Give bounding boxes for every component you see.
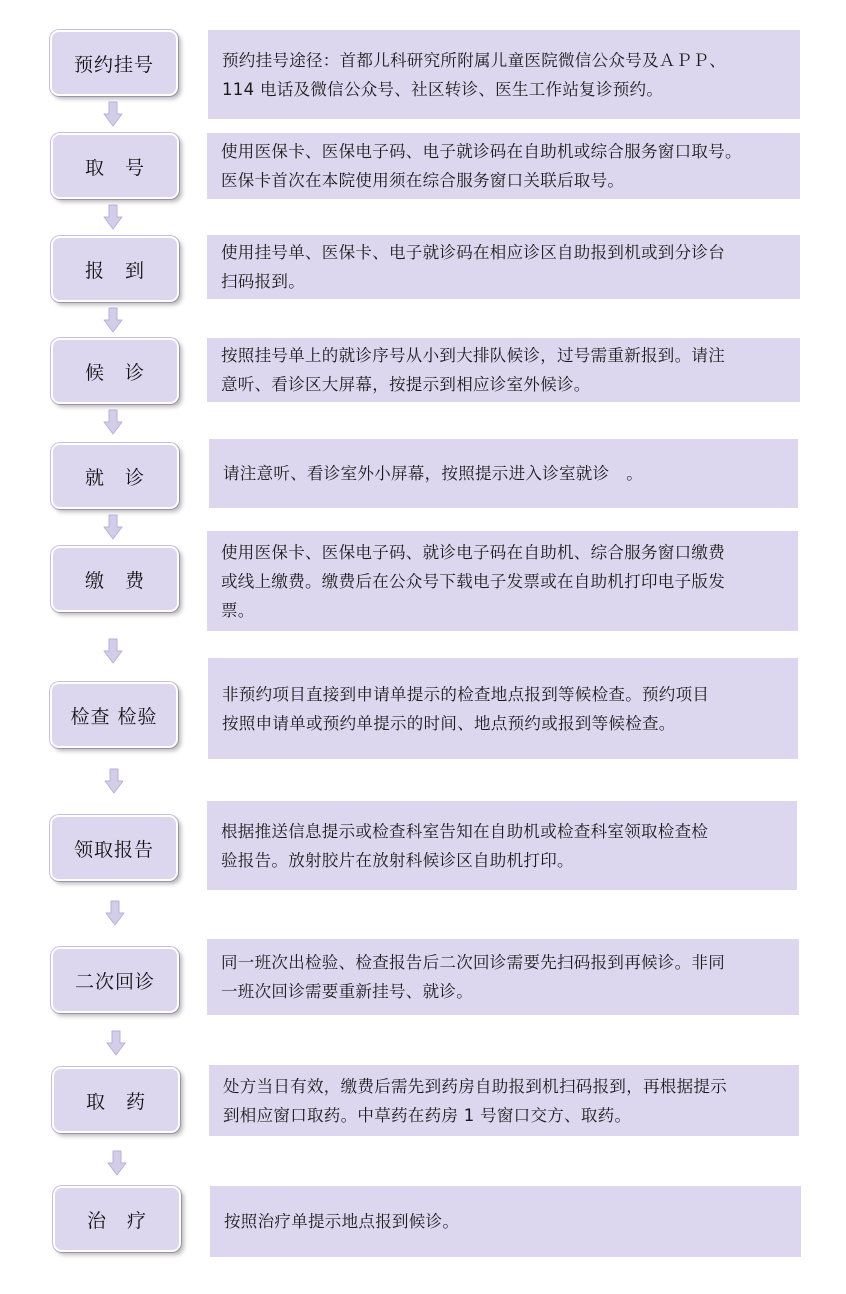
step-description: 使用医保卡、医保电子码、电子就诊码在自助机或综合服务窗口取号。 医保卡首次在本院使用须在综合服务窗口关联后取号。 [221, 142, 742, 190]
step-label: 缴 费 [84, 569, 145, 592]
step-description-box [207, 801, 797, 890]
step-description: 使用医保卡、医保电子码、就诊电子码在自助机、综合服务窗口缴费 或线上缴费。缴费后在公众号下载电子发票或在自助机打印电子版发 票。 [221, 542, 725, 620]
step-box [51, 133, 179, 199]
step-label: 报 到 [84, 259, 145, 282]
arrow-down-icon [105, 900, 125, 926]
step-box [51, 338, 179, 404]
step-label: 就 诊 [84, 466, 145, 489]
step-description-box [209, 439, 798, 508]
step-box [53, 1186, 181, 1252]
step-label: 取 号 [84, 156, 145, 179]
step-description: 根据推送信息提示或检查科室告知在自助机或检查科室领取检查检 验报告。放射胶片在放射科候诊区自助机打印。 [221, 821, 709, 870]
step-description-box [207, 338, 800, 402]
step-description-box [210, 1186, 801, 1257]
step-box [51, 947, 179, 1013]
step-description: 请注意听、看诊室外小屏幕，按照提示进入诊室就诊 。 [223, 464, 643, 483]
arrow-down-icon [103, 307, 123, 333]
step-box [50, 815, 178, 881]
step-label: 候 诊 [84, 361, 145, 384]
arrow-down-icon [103, 204, 123, 230]
step-label: 领取报告 [73, 838, 154, 861]
step-description: 非预约项目直接到申请单提示的检查地点报到等候检查。预约项目 按照申请单或预约单提示的时间、地点预约或报到等候检查。 [222, 684, 710, 733]
step-box [50, 682, 178, 748]
step-box [51, 546, 179, 612]
step-description-box [208, 30, 800, 119]
step-description: 按照治疗单提示地点报到候诊。 [224, 1212, 460, 1231]
arrow-down-icon [103, 514, 123, 540]
step-description-box [209, 1065, 799, 1136]
arrow-down-icon [103, 409, 123, 435]
step-description: 使用挂号单、医保卡、电子就诊码在相应诊区自助报到机或到分诊台 扫码报到。 [221, 243, 725, 291]
arrow-down-icon [103, 638, 123, 664]
step-label: 预约挂号 [73, 53, 154, 76]
step-description-box [207, 235, 800, 299]
step-description: 预约挂号途径：首都儿科研究所附属儿童医院微信公众号及ＡＰＰ、 114 电话及微信公众号、社区转诊、医生工作站复诊预约。 [222, 50, 726, 99]
step-label: 二次回诊 [74, 970, 155, 993]
step-label: 取 药 [85, 1090, 146, 1113]
step-label: 治 疗 [86, 1209, 147, 1232]
step-label: 检查 检验 [70, 705, 158, 728]
step-description: 处方当日有效，缴费后需先到药房自助报到机扫码报到，再根据提示 到相应窗口取药。中草药在药房 1 号窗口交方、取药。 [223, 1076, 727, 1125]
step-box [51, 236, 179, 302]
step-description-box [207, 133, 800, 199]
step-description-box [207, 939, 799, 1015]
step-description-box [207, 531, 798, 631]
step-description-box [208, 658, 798, 759]
arrow-down-icon [106, 1030, 126, 1056]
step-box [52, 1067, 180, 1133]
arrow-down-icon [103, 101, 123, 127]
step-description: 按照挂号单上的就诊序号从小到大排队候诊，过号需重新报到。请注 意听、看诊区大屏幕，按提示到相应诊室外候诊。 [221, 346, 725, 394]
step-box [50, 30, 178, 96]
arrow-down-icon [104, 768, 124, 794]
arrow-down-icon [107, 1150, 127, 1176]
step-description: 同一班次出检验、检查报告后二次回诊需要先扫码报到再候诊。非同 一班次回诊需要重新挂号、就诊。 [221, 953, 725, 1001]
step-box [51, 443, 179, 509]
